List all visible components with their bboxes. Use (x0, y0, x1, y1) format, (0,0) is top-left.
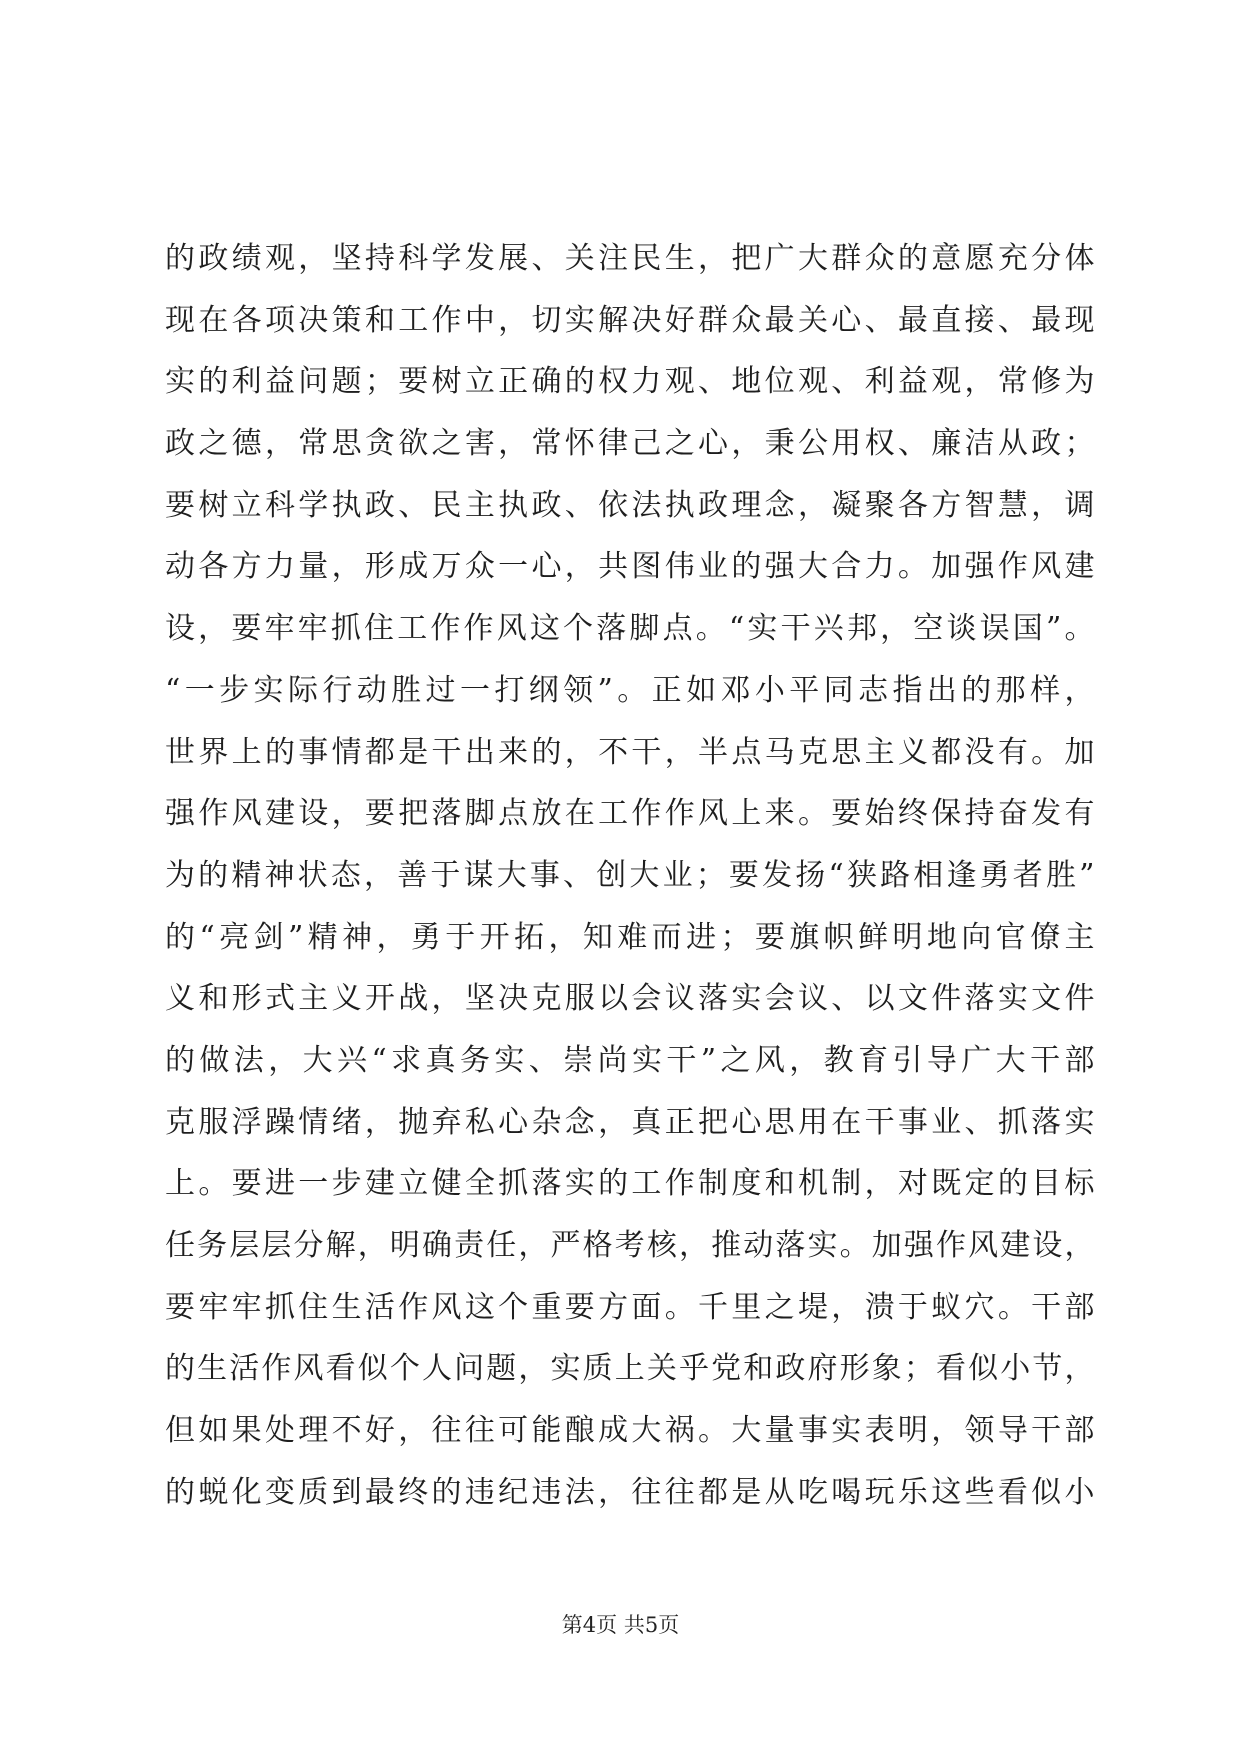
text-line: 任务层层分解，明确责任，严格考核，推动落实。加强作风建设， (165, 1228, 1095, 1263)
text-line: 政之德，常思贪欲之害，常怀律己之心，秉公用权、廉洁从政； (165, 426, 1095, 462)
text-line: 为的精神状态，善于谋大事、创大业；要发扬“狭路相逢勇者胜” (165, 857, 1095, 893)
text-line: “一步实际行动胜过一打纲领”。正如邓小平同志指出的那样， (165, 672, 1095, 708)
text-line: 设，要牢牢抓住工作作风这个落脚点。“实干兴邦，空谈误国”。 (165, 611, 1095, 647)
text-line: 世界上的事情都是干出来的，不干，半点马克思主义都没有。加 (165, 734, 1095, 770)
text-line: 上。要进一步建立健全抓落实的工作制度和机制，对既定的目标 (165, 1166, 1095, 1202)
text-line: 但如果处理不好，往往可能酿成大祸。大量事实表明，领导干部 (165, 1413, 1095, 1449)
text-line: 要牢牢抓住生活作风这个重要方面。千里之堤，溃于蚁穴。干部 (165, 1289, 1095, 1325)
page-footer: 第4页 共5页 (561, 1613, 680, 1637)
text-line: 现在各项决策和工作中，切实解决好群众最关心、最直接、最现 (165, 302, 1095, 338)
text-line: 强作风建设，要把落脚点放在工作作风上来。要始终保持奋发有 (165, 796, 1095, 832)
text-line: 动各方力量，形成万众一心，共图伟业的强大合力。加强作风建 (165, 549, 1095, 585)
body-text (165, 228, 1095, 1523)
text-line: 要树立科学执政、民主执政、依法执政理念，凝聚各方智慧，调 (165, 487, 1095, 523)
text-line: 实的利益问题；要树立正确的权力观、地位观、利益观，常修为 (165, 364, 1095, 400)
text-line: 义和形式主义开战，坚决克服以会议落实会议、以文件落实文件 (165, 981, 1095, 1017)
text-line: 的生活作风看似个人问题，实质上关乎党和政府形象；看似小节， (165, 1351, 1095, 1387)
text-line: 的做法，大兴“求真务实、崇尚实干”之风，教育引导广大干部 (165, 1042, 1095, 1078)
text-line: 的蜕化变质到最终的违纪违法，往往都是从吃喝玩乐这些看似小 (165, 1474, 1095, 1510)
text-line: 的政绩观，坚持科学发展、关注民生，把广大群众的意愿充分体 (165, 241, 1095, 276)
text-line: 的“亮剑”精神，勇于开拓，知难而进；要旗帜鲜明地向官僚主 (165, 919, 1095, 955)
text-line: 克服浮躁情绪，抛弃私心杂念，真正把心思用在干事业、抓落实 (165, 1104, 1095, 1140)
